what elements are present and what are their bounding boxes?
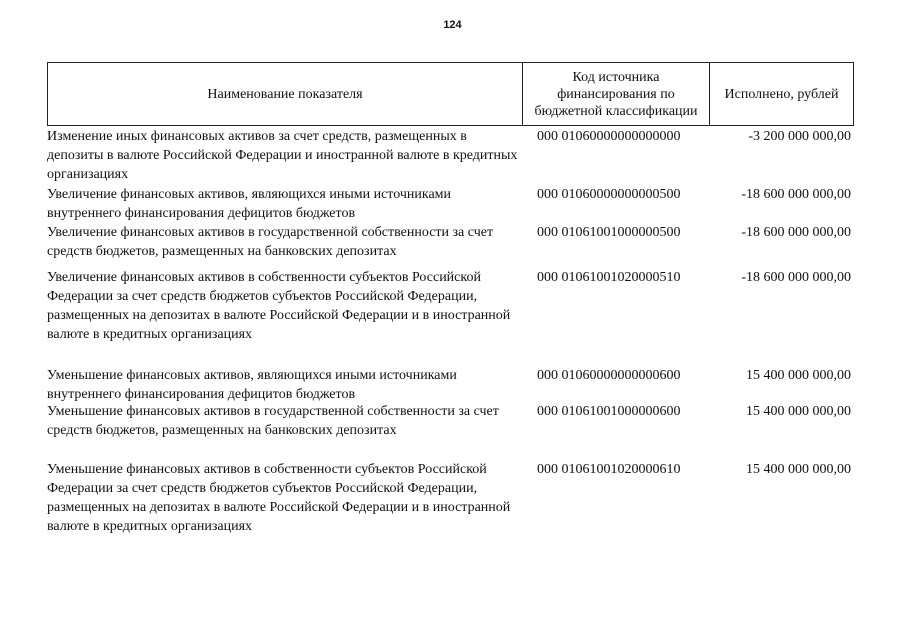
row-indicator-name: Уменьшение финансовых активов, являющихся иными источниками внутреннего финансирования дефицитов бюджетов: [47, 368, 457, 402]
row-source-code: 000 01061001000000600: [537, 404, 681, 419]
row-indicator-name: Уменьшение финансовых активов в государственной собственности за счет средств бюджетов, размещенных на банковских депозитах: [47, 404, 499, 438]
row-executed-amount: 15 400 000 000,00: [746, 404, 851, 419]
page-number: 124: [443, 19, 462, 31]
row-executed-amount: -18 600 000 000,00: [741, 187, 851, 202]
header-source-code: Код источника финансирования по бюджетной классификации: [523, 63, 710, 125]
table-header: [47, 62, 854, 126]
row-indicator-name: Увеличение финансовых активов в собственности субъектов Российской Федерации за счет средств бюджетов субъектов Российской Федерации, размещенных на депозитах в валюте Российской Федерации и в иностранной валюте в кредитных организациях: [47, 270, 511, 342]
row-executed-amount: -18 600 000 000,00: [741, 225, 851, 240]
row-indicator-name: Увеличение финансовых активов, являющихся иными источниками внутреннего финансирования дефицитов бюджетов: [47, 187, 452, 221]
row-indicator-name: Увеличение финансовых активов в государственной собственности за счет средств бюджетов, размещенных на банковских депозитах: [47, 225, 494, 259]
row-indicator-name: Уменьшение финансовых активов в собственности субъектов Российской Федерации за счет средств бюджетов субъектов Российской Федерации, размещенных на депозитах в валюте Российской Федерации и в иностранной валюте в кредитных организациях: [47, 462, 511, 534]
row-source-code: 000 01060000000000500: [537, 187, 681, 202]
header-executed-amount: Исполнено, рублей: [724, 86, 839, 102]
header-indicator-name: Наименование показателя: [48, 63, 523, 125]
row-source-code: 000 01060000000000000: [537, 129, 681, 144]
row-source-code: 000 01061001020000510: [537, 270, 681, 285]
row-source-code: 000 01061001020000610: [537, 462, 681, 477]
row-executed-amount: 15 400 000 000,00: [746, 462, 851, 477]
row-executed-amount: 15 400 000 000,00: [746, 368, 851, 383]
row-executed-amount: -18 600 000 000,00: [741, 270, 851, 285]
row-executed-amount: -3 200 000 000,00: [748, 129, 851, 144]
row-indicator-name: Изменение иных финансовых активов за счет средств, размещенных в депозиты в валюте Российской Федерации и иностранной валюте в кредитных организациях: [47, 129, 518, 182]
row-source-code: 000 01061001000000500: [537, 225, 681, 240]
row-source-code: 000 01060000000000600: [537, 368, 681, 383]
